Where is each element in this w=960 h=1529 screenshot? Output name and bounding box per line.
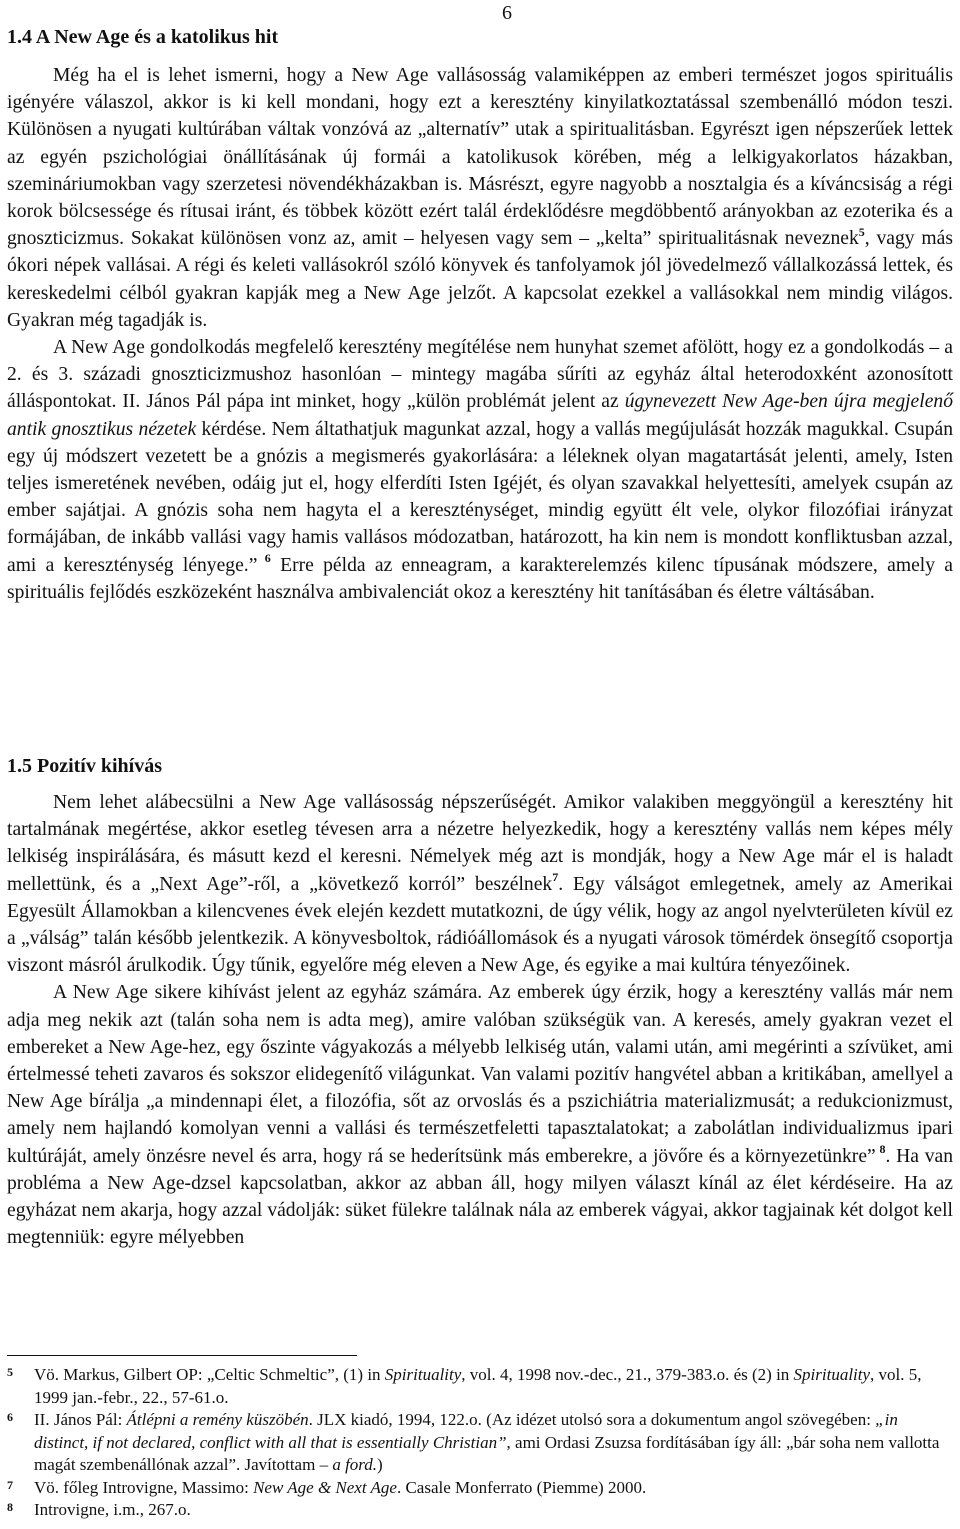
text-run: ) xyxy=(377,1455,383,1474)
footnote-text xyxy=(34,1365,922,1407)
footnote-reference: 7 xyxy=(552,870,559,885)
text-run: Nem lehet alábecsülni a New Age vallásosság népszerűségét. Amikor valakiben meggyöngül a keresztény hit tartalmának megértése, akkor esetleg tévesen arra a nézetre helyezkedik, hogy a keresztény vallás nem képes mély lelkiség inspirálására, és másutt kezd el keresni. Némelyek még azt is mondják, hogy a New Age már el is haladt mellettünk, és a „Next Age”-ről, a „következő korról” beszélnek xyxy=(7,792,953,895)
text-run: Erre példa az enneagram, a karakterelemzés kilenc típusának módszere, amely a spirituális fejlődés eszközeként használva ambivalenciát okoz a keresztény hit tanításában és életre váltásában. xyxy=(7,554,954,603)
body-paragraph xyxy=(7,334,953,606)
italic-run: a ford. xyxy=(332,1455,378,1474)
text-run: Vö. főleg Introvigne, Massimo: xyxy=(34,1477,254,1497)
footnote-text xyxy=(34,1500,191,1519)
text-run: . JLX kiadó, 1994, 122.o. (Az idézet utolsó sora a dokumentum angol szövegében: xyxy=(308,1410,876,1429)
footnote-text xyxy=(34,1410,939,1474)
text-run: Introvigne, i.m., 267.o. xyxy=(34,1500,191,1519)
text-run: Vö. Markus, Gilbert OP: „Celtic Schmeltic”, (1) in xyxy=(34,1365,385,1384)
footnote-item xyxy=(7,1477,953,1500)
text-run: kérdése. Nem áltathatjuk magunkat azzal, hogy a vallás megújulását hozzák magukkal. Csupán egy új módszert vezetett be a gnózis a megismerés gyakorlására: a léleknek olyan magatartását jelenti, amely, Isten teljes ismeretének nevében, odáig jut el, hogy elferdíti Isten Igéjét, és olyan szavakkal helyettesíti, amelyek csupán az ember sajátjai. A gnózis soha nem hagyta el a kereszténységet, mindig együtt élt vele, olykor filozófiai irányzat formájában, de inkább vallási vagy hamis vallásos módozatban, határozott, ha kin nem is mondott konfliktusban azzal, ami a kereszténység lényege.” xyxy=(7,418,953,576)
text-run: A New Age sikere kihívást jelent az egyház számára. Az emberek úgy érzik, hogy a keresztény vallás már nem adja meg nekik azt (talán soha nem is adta meg), amire valóban szükségük van. A keresés, amely gyakran vezet el embereket a New Age-hez, egy őszinte vágyakozás a mélyebb lelkiség után, valami után, ami megérinti a szívüket, ami értelmessé teheti zavaros és sokszor elidegenítő világunkat. Van valami pozitív hangvétel abban a kritikában, amellyel a New Age bírálja „a mindennapi élet, a filozófia, sőt az orvoslás és a pszichiátria materializmusát; a redukcionizmust, amely nem hajlandó komolyan venni a vallási és természetfeletti tapasztalatokat; a zabolátlan individualizmus ipari kultúráját, amely önzésre nevel és arra, hogy rá se hederítsünk más emberekre, a jövőre és a környezetünkre” xyxy=(7,982,953,1167)
footnote-item xyxy=(7,1499,953,1522)
footnote-text xyxy=(34,1478,646,1497)
footnotes-list xyxy=(7,1364,953,1522)
page-number: 6 xyxy=(502,2,512,24)
section-title-new-age-catholic: 1.4 A New Age és a katolikus hit xyxy=(7,26,279,48)
footnote-mark: 6 xyxy=(7,1410,13,1424)
footnote-item xyxy=(7,1409,953,1477)
italic-run: Spirituality xyxy=(793,1365,871,1384)
italic-run: Átlépni a remény küszöbén xyxy=(126,1410,309,1429)
text-run: . Casale Monferrato (Piemme) 2000. xyxy=(396,1477,647,1497)
body-paragraph xyxy=(7,62,953,334)
italic-run: New Age & Next Age xyxy=(253,1477,397,1497)
body-paragraph xyxy=(7,979,953,1251)
text-run: II. János Pál: xyxy=(34,1410,127,1429)
italic-run: Spirituality xyxy=(384,1365,462,1384)
footnote-mark: 7 xyxy=(7,1477,13,1492)
footnote-reference: 5 xyxy=(858,224,865,239)
footnote-mark: 5 xyxy=(7,1365,13,1379)
footnote-item xyxy=(7,1364,953,1409)
text-run: A New Age gondolkodás megfelelő keresztény megítélése nem hunyhat szemet afölött, hogy ez a gondolkodás – a 2. és 3. századi gnoszticizmushoz hasonlóan – mintegy magába sűríti az egyház által heterodoxként azonosított álláspontokat. II. János Pál pápa int minket, hogy „külön problémát jelent az xyxy=(7,337,953,413)
footnote-divider xyxy=(7,1355,357,1356)
section-body-positive-challenge xyxy=(7,789,953,1251)
text-run: Még ha el is lehet ismerni, hogy a New Age vallásosság valamiképpen az emberi természet jogos spirituális igényére válaszol, akkor is ki kell mondani, hogy ezt a keresztény kinyilatkoztatással szembenálló módon teszi. Különösen a nyugati kultúrában váltak vonzóvá az „alternatív” utak a spiritualitásban. Egyrészt igen népszerűek lettek az egyén pszichológiai önállításának új formái a katolikusok körében, még a lelkigyakorlatos házakban, szemináriumokban vagy szerzetesi növendékházakban is. Másrészt, egyre nagyobb a nosztalgia és a kíváncsiság a régi korok bölcsessége és rítusai iránt, és többek között ezért talál érdeklődésre megdöbbentő arányokban az ezoterika és a gnoszticizmus. Sokakat különösen vonz az, amit – helyesen vagy sem – „kelta” spiritualitásnak neveznek xyxy=(7,65,953,250)
italic-run: „in distinct, if not declared, conflict with all that is essentially Christian” xyxy=(34,1410,898,1452)
body-paragraph xyxy=(7,789,953,979)
text-run: , ami Ordasi Zsuzsa fordításában így áll: „bár soha nem vallotta magát szembenállónak azzal”. Javítottam – xyxy=(34,1432,940,1474)
section-body-new-age-catholic xyxy=(7,62,953,606)
section-title-positive-challenge: 1.5 Pozitív kihívás xyxy=(7,755,163,777)
footnote-mark: 8 xyxy=(7,1500,13,1514)
text-run: . Ha van probléma a New Age-dzsel kapcsolatban, akkor az abban áll, hogy milyen választ kínál az élet kérdéseire. Ha az egyházat nem akarja, hogy azzal vádolják: süket fülekre találnak nála az emberek vágyai, akkor tagjainak két dolgot kell megtenniük: egyre mélyebben xyxy=(7,1145,953,1249)
text-run: , vagy más ókori népek vallásai. A régi és keleti vallásokról szóló könyvek és tanfolyamok jól jövedelmező vállalkozássá lettek, és kereskedelmi célból gyakran kapják meg a New Age jelzőt. A kapcsolat ezekkel a vallásokkal nem mindig világos. Gyakran még tagadják is. xyxy=(7,228,953,331)
footnote-reference: 6 xyxy=(257,551,271,566)
footnote-reference: 8 xyxy=(875,1142,886,1157)
text-run: . Egy válságot emlegetnek, amely az Amerikai Egyesült Államokban a kilencvenes évek elején kezdett mutatkozni, de úgy vélik, hogy az angol nyelvterületen kívül ez a „válság” talán később jelentkezik. A könyvesboltok, rádióállomások és a nyugati városok tömérdek önsegítő csoportja viszont másról árulkodik. Úgy tűnik, egyelőre még eleven a New Age, és egyike a mai kultúra tényezőinek. xyxy=(7,873,953,977)
text-run: , vol. 5, 1999 jan.-febr., 22., 57-61.o. xyxy=(34,1365,922,1407)
text-run: , vol. 4, 1998 nov.-dec., 21., 379-383.o. és (2) in xyxy=(461,1365,794,1384)
italic-run: úgynevezett New Age-ben újra megjelenő antik gnosztikus nézetek xyxy=(7,391,953,440)
